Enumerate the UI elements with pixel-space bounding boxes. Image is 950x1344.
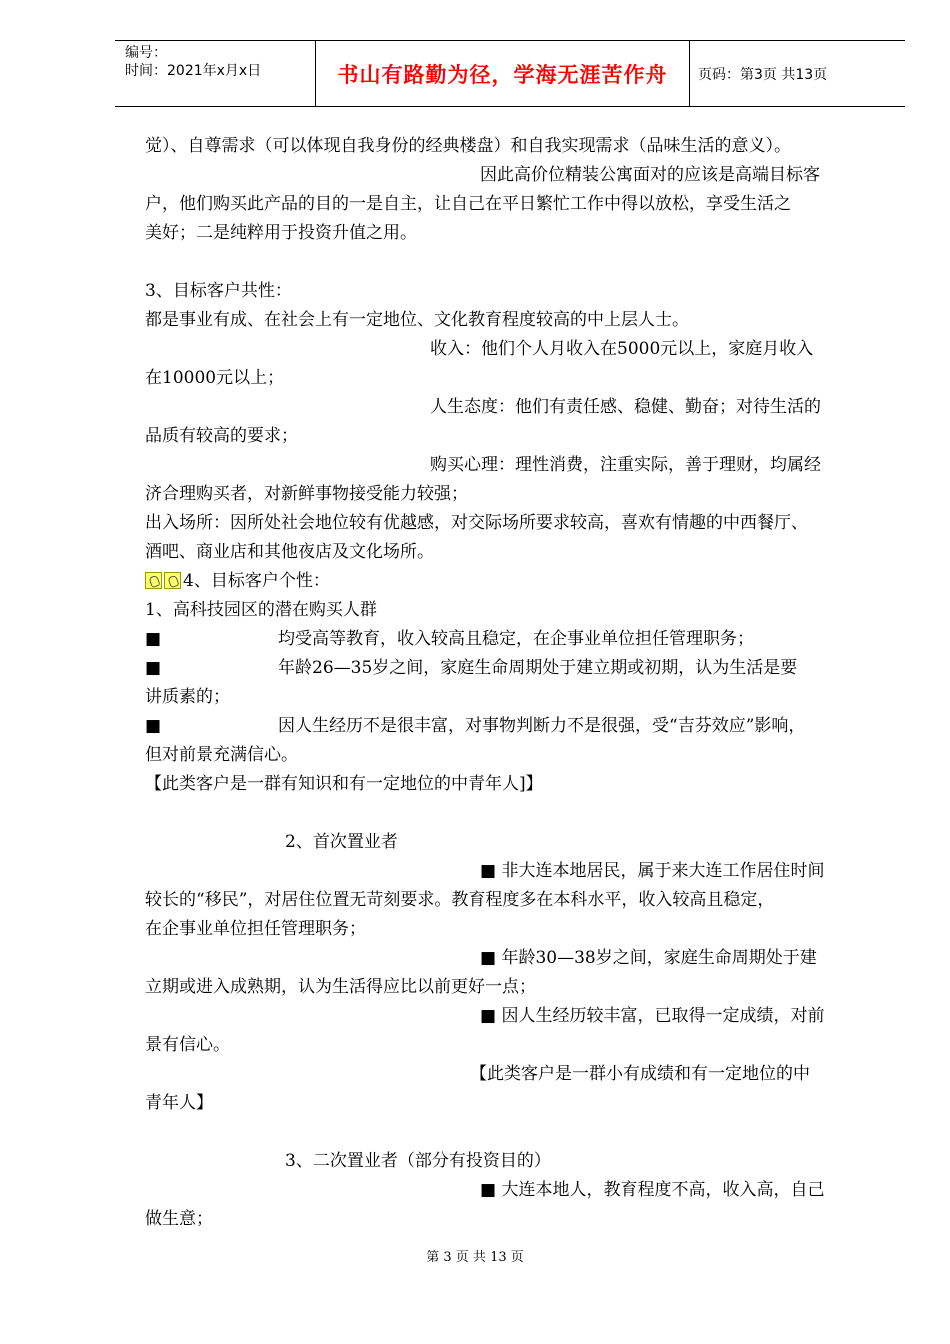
text-line: 酒吧、商业店和其他夜店及文化场所。 [145,542,434,562]
bullet-text: 年龄30—38岁之间，家庭生命周期处于建 [501,948,817,968]
text-line: 讲质素的； [145,687,230,707]
subsection-heading: 3、二次置业者（部分有投资目的） [285,1151,551,1171]
paperclip-icon [145,572,162,589]
text-line: 青年人】 [145,1093,213,1113]
bullet-text: 均受高等教育，收入较高且稳定，在企事业单位担任管理职务； [278,629,754,649]
summary-note: 【此类客户是一群小有成绩和有一定地位的中 [470,1064,810,1084]
text-line: 收入：他们个人月收入在5000元以上，家庭月收入 [430,339,814,359]
text-line: 立期或进入成熟期，认为生活得应比以前更好一点； [145,977,536,997]
bullet-line [145,944,885,973]
bullet-square: ■ [145,658,162,678]
bullet-text: 因人生经历不是很丰富，对事物判断力不是很强，受“吉芬效应”影响， [278,716,806,736]
header-meta [115,41,316,106]
text-line: 都是事业有成、在社会上有一定地位、文化教育程度较高的中上层人士。 [145,310,689,330]
blank-line [145,248,885,277]
footer-prefix: 第 [426,1250,440,1265]
footer-total-pages: 13 [490,1250,507,1265]
bullet-line [145,712,885,741]
text-line: 人生态度：他们有责任感、稳健、勤奋；对待生活的 [430,397,821,417]
paperclip-icon [164,572,181,589]
text-line: 因此高价位精装公寓面对的应该是高端目标客 [480,165,820,185]
bullet-line [145,625,885,654]
page-header [115,40,905,107]
text-line: 在10000元以上； [145,368,285,388]
bullet-square: ■ [480,861,497,881]
text-line: 景有信心。 [145,1035,230,1055]
text-line: 济合理购买者，对新鲜事物接受能力较强； [145,484,468,504]
text-line: 购买心理：理性消费，注重实际，善于理财，均属经 [430,455,821,475]
footer-page-number: 3 [443,1250,452,1265]
section-heading-with-icons [145,567,885,596]
document-body [145,132,885,1234]
bullet-text: 非大连本地居民，属于来大连工作居住时间 [501,861,825,881]
blank-line [145,799,885,828]
section-heading: 3、目标客户共性： [145,281,292,301]
bullet-square: ■ [480,948,497,968]
bullet-line [145,1002,885,1031]
header-time-label: 时间：2021年x月x日 [125,63,262,79]
bullet-square: ■ [145,629,162,649]
text-line: 觉）、自尊需求（可以体现自我身份的经典楼盘）和自我实现需求（品味生活的意义）。 [145,136,791,156]
subsection-heading: 2、首次置业者 [285,832,398,852]
bullet-line [145,654,885,683]
bullet-text: 年龄26—35岁之间，家庭生命周期处于建立期或初期，认为生活是要 [278,658,798,678]
text-line: 出入场所：因所处社会地位较有优越感，对交际场所要求较高，喜欢有情趣的中西餐厅、 [145,513,808,533]
bullet-square: ■ [480,1180,497,1200]
summary-note: 【此类客户是一群有知识和有一定地位的中青年人]】 [145,774,543,794]
blank-line [145,1118,885,1147]
text-line: 品质有较高的要求； [145,426,298,446]
bullet-line [145,857,885,886]
bullet-square: ■ [480,1006,497,1026]
header-motto: 书山有路勤为径，学海无涯苦作舟 [316,41,690,106]
bullet-line [145,1176,885,1205]
section-heading: 4、目标客户个性： [183,571,330,591]
page-footer [0,1246,950,1265]
header-number-label: 编号： [125,45,167,61]
subsection-heading: 1、高科技园区的潜在购买人群 [145,600,377,620]
bullet-square: ■ [145,716,162,736]
bullet-text: 因人生经历较丰富，已取得一定成绩，对前 [501,1006,825,1026]
bullet-text: 大连本地人，教育程度不高，收入高，自己 [501,1180,825,1200]
text-line: 美好；二是纯粹用于投资升值之用。 [145,223,417,243]
text-line: 在企事业单位担任管理职务； [145,919,366,939]
text-line: 户，他们购买此产品的目的一是自主，让自己在平日繁忙工作中得以放松，享受生活之 [145,194,791,214]
header-page-info: 页码：第3页 共13页 [698,66,828,83]
footer-suffix: 页 [510,1250,524,1265]
text-line: 做生意； [145,1209,213,1229]
text-line: 较长的“移民”，对居住位置无苛刻要求。教育程度多在本科水平，收入较高且稳定， [145,890,775,910]
footer-middle: 页 共 [455,1250,486,1265]
text-line: 但对前景充满信心。 [145,745,298,765]
